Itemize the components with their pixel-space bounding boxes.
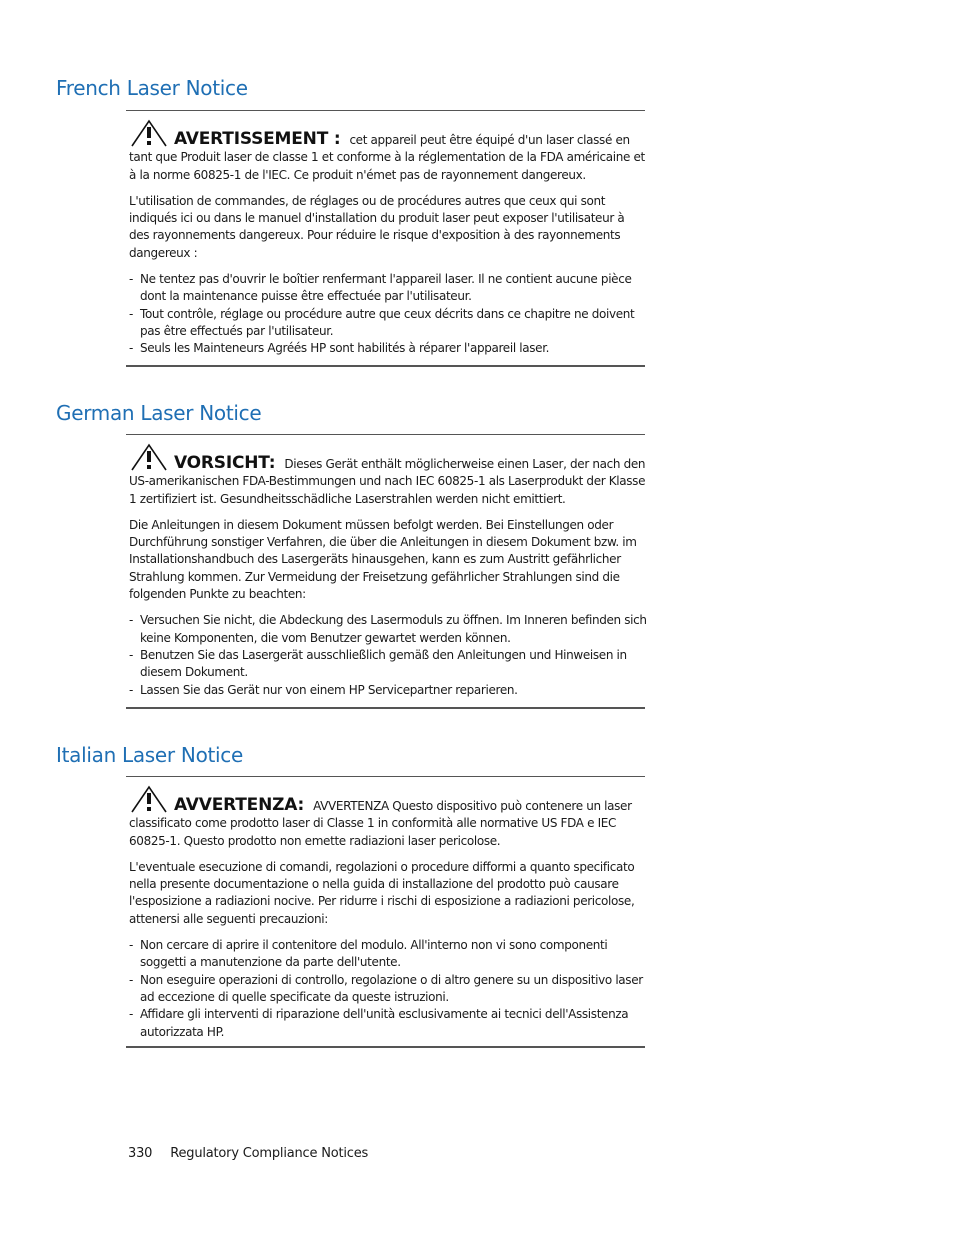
warning-icon	[129, 119, 169, 148]
notice-body-german	[129, 443, 647, 699]
notice-paragraph: Die Anleitungen in diesem Dokument müssen befolgt werden. Bei Einstellungen oder Durchführung sonstiger Verfahren, die über die Anleitungen in diesem Dokument bzw. im Installationshandbuch des Lasergeräts hinausgehen, kann es zum Austritt gefährlicher Strahlung kommen. Zur Vermeidung der Freisetzung gefährlicher Strahlungen sind die folgenden Punkte zu beachten:	[129, 517, 637, 602]
section-heading-german: German Laser Notice	[56, 401, 262, 425]
warning-intro-text: cet appareil peut être équipé d'un laser classé en tant que Produit laser de classe 1 et conforme à la réglementation de la FDA américaine et à la norme 60825-1 de l'IEC. Ce produit n'émet pas de rayonnement dangereux.	[129, 133, 645, 182]
notice-intro-french	[129, 119, 647, 184]
list-item: - Affidare gli interventi di riparazione dell'unità esclusivamente ai tecnici dell'Assistenza autorizzata HP.	[129, 1007, 629, 1039]
section-heading-italian: Italian Laser Notice	[56, 743, 243, 767]
list-item: - Seuls les Mainteneurs Agréés HP sont habilités à réparer l'appareil laser.	[129, 341, 550, 356]
notice-paragraph: L'eventuale esecuzione di comandi, regolazioni o procedure difformi a quanto specificato nella presente documentazione o nella guida di installazione del prodotto può causare l'esposizione a radiazioni nocive. Per ridurre i rischi di esposizione a radiazioni pericolose, attenersi alle seguenti precauzioni:	[129, 859, 635, 926]
list-item: - Versuchen Sie nicht, die Abdeckung des Lasermoduls zu öffnen. Im Inneren befinden sich keine Komponenten, die vom Benutzer gewartet werden können.	[129, 613, 647, 645]
list-item: - Non eseguire operazioni di controllo, regolazione o di altro genere su un dispositivo laser ad eccezione di quelle specificate da queste istruzioni.	[129, 972, 643, 1004]
notice-box-italian	[126, 776, 645, 1048]
section-heading-french: French Laser Notice	[56, 76, 248, 100]
footer-section-title: Regulatory Compliance Notices	[170, 1146, 369, 1161]
notice-bullet-list	[129, 271, 647, 357]
notice-intro-italian	[129, 785, 647, 850]
warning-icon	[129, 785, 169, 814]
warning-intro-text: AVVERTENZA Questo dispositivo può contenere un laser classificato come prodotto laser di Classe 1 in conformità alle normative US FDA e IEC 60825-1. Questo prodotto non emette radiazioni laser pericolose.	[129, 799, 632, 848]
warning-intro-text: Dieses Gerät enthält möglicherweise einen Laser, der nach den US-amerikanischen FDA-Bestimmungen und nach IEC 60825-1 als Laserprodukt der Klasse 1 zertifiziert ist. Gesundheitsschädliche Laserstrahlen werden nicht emittiert.	[129, 457, 646, 506]
notice-intro-german	[129, 443, 647, 508]
notice-body-french	[129, 119, 647, 358]
notice-bullet-list	[129, 612, 647, 698]
list-item: - Tout contrôle, réglage ou procédure autre que ceux décrits dans ce chapitre ne doivent pas être effectués par l'utilisateur.	[129, 306, 635, 338]
list-item: - Ne tentez pas d'ouvrir le boîtier renfermant l'appareil laser. Il ne contient aucune pièce dont la maintenance puisse être effectuée par l'utilisateur.	[129, 272, 632, 304]
list-item: - Lassen Sie das Gerät nur von einem HP Servicepartner reparieren.	[129, 682, 518, 697]
notice-bullet-list	[129, 937, 647, 1041]
notice-body-italian	[129, 785, 647, 1041]
warning-icon	[129, 443, 169, 472]
notice-box-german	[126, 434, 645, 709]
notice-paragraph: L'utilisation de commandes, de réglages ou de procédures autres que ceux qui sont indiqués ici ou dans le manuel d'installation du produit laser peut exposer l'utilisateur à des rayonnements dangereux. Pour réduire le risque d'exposition à des rayonnements dangereux :	[129, 193, 625, 260]
page-footer	[128, 1146, 368, 1161]
warning-label: VORSICHT:	[174, 453, 276, 473]
list-item: - Non cercare di aprire il contenitore del modulo. All'interno non vi sono componenti soggetti a manutenzione da parte dell'utente.	[129, 938, 608, 970]
page-number: 330	[128, 1146, 153, 1161]
notice-box-french	[126, 110, 645, 367]
warning-label: AVERTISSEMENT :	[174, 129, 341, 149]
list-item: - Benutzen Sie das Lasergerät ausschließlich gemäß den Anleitungen und Hinweisen in diesem Dokument.	[129, 647, 627, 680]
warning-label: AVVERTENZA:	[174, 795, 305, 815]
